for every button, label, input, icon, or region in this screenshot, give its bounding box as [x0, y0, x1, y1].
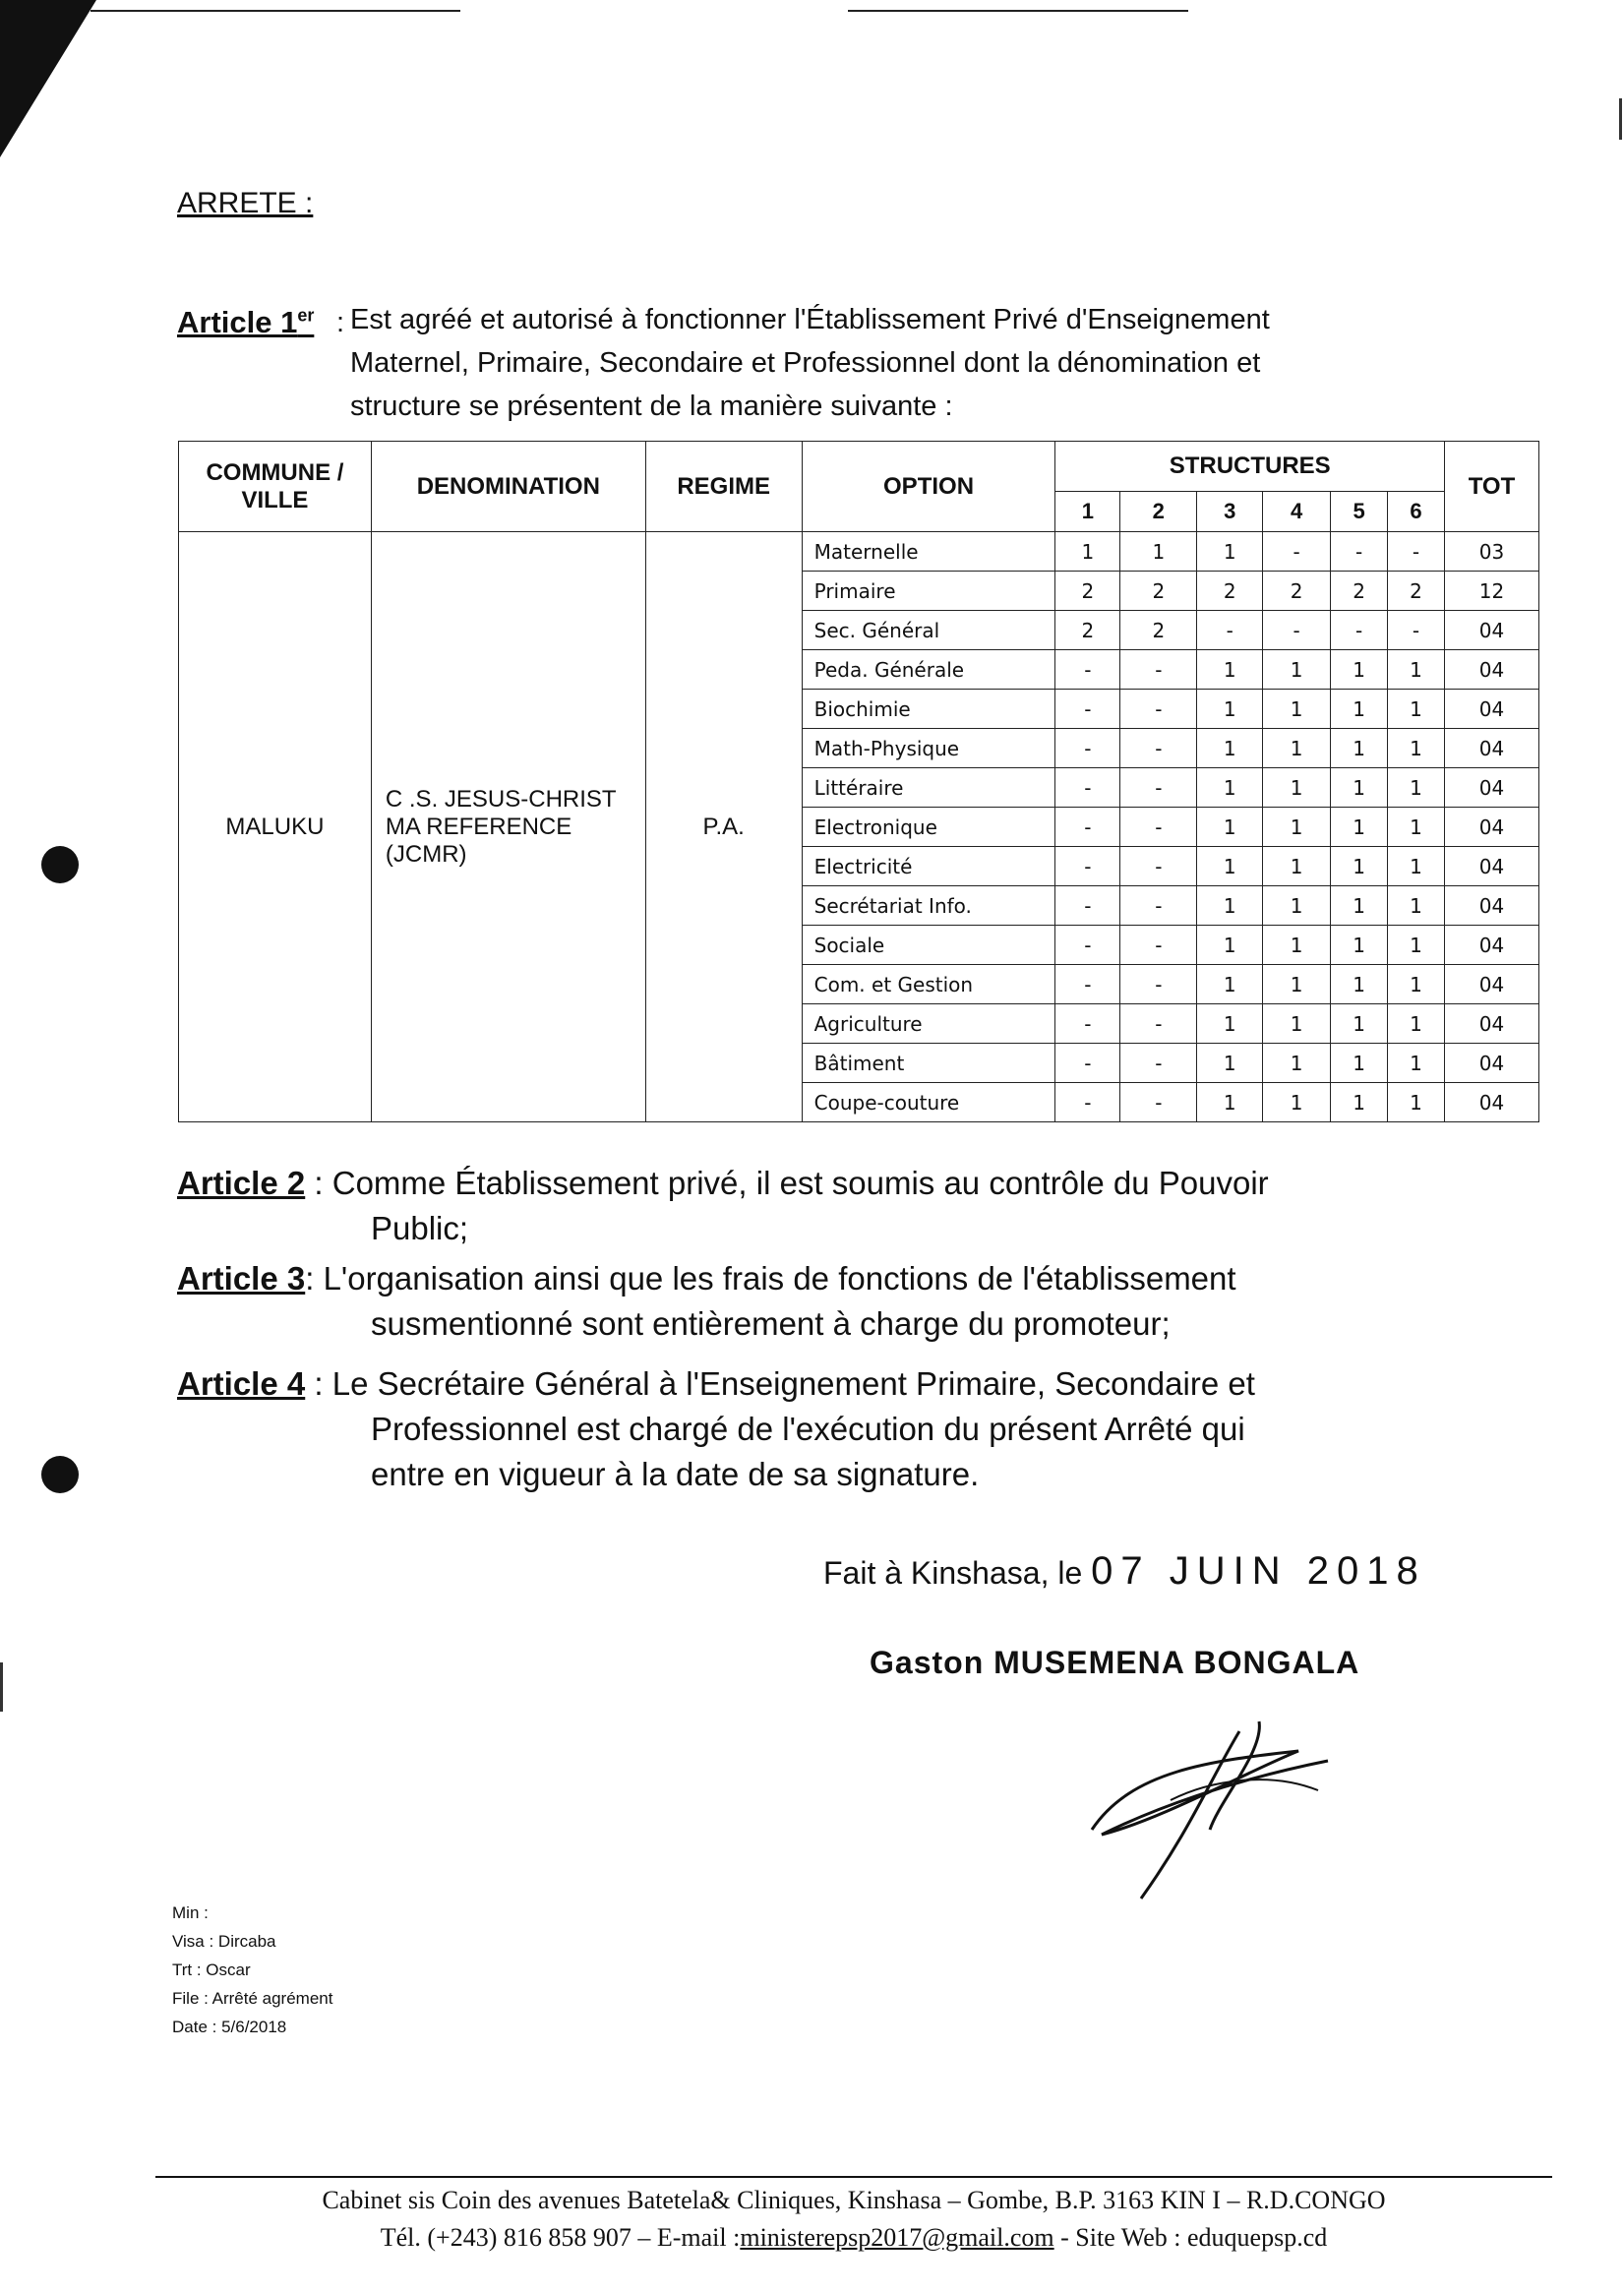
level-cell: - — [1331, 611, 1388, 650]
level-cell: 1 — [1331, 1044, 1388, 1083]
level-cell: - — [1055, 1083, 1120, 1122]
option-cell: Primaire — [802, 572, 1055, 611]
level-cell: 1 — [1120, 532, 1197, 572]
footer-rule — [155, 2176, 1552, 2178]
level-cell: - — [1120, 965, 1197, 1004]
handwritten-signature — [1072, 1712, 1397, 1908]
option-cell: Secrétariat Info. — [802, 886, 1055, 926]
commune-cell: MALUKU — [179, 532, 372, 1122]
level-cell: 1 — [1197, 847, 1263, 886]
article-line: entre en vigueur à la date de sa signature. — [371, 1456, 980, 1492]
level-cell: - — [1055, 926, 1120, 965]
article-line: L'organisation ainsi que les frais de fonctions de l'établissement — [323, 1260, 1236, 1297]
level-cell: 2 — [1055, 572, 1120, 611]
level-cell: - — [1197, 611, 1263, 650]
total-cell: 04 — [1444, 847, 1538, 886]
article-line: Comme Établissement privé, il est soumis au contrôle du Pouvoir — [331, 1165, 1269, 1201]
place-and-date: Fait à Kinshasa, le 07 JUIN 2018 — [823, 1549, 1426, 1593]
article-3-label: Article 3 — [177, 1260, 306, 1297]
level-cell: - — [1055, 886, 1120, 926]
level-cell: 1 — [1331, 886, 1388, 926]
footer-address: Cabinet sis Coin des avenues Batetela& Cliniques, Kinshasa – Gombe, B.P. 3163 KIN I – R.D.CONGO — [322, 2186, 1386, 2214]
level-cell: - — [1055, 729, 1120, 768]
total-cell: 03 — [1444, 532, 1538, 572]
article-line: Professionnel est chargé de l'exécution du présent Arrêté qui — [371, 1411, 1245, 1447]
file-metadata — [172, 1899, 332, 2041]
option-cell: Agriculture — [802, 1004, 1055, 1044]
binder-hole — [41, 1456, 79, 1493]
level-cell: 1 — [1197, 768, 1263, 808]
header-tot: TOT — [1444, 442, 1538, 532]
level-cell: 1 — [1331, 808, 1388, 847]
level-cell: 1 — [1197, 650, 1263, 690]
option-cell: Math-Physique — [802, 729, 1055, 768]
total-cell: 04 — [1444, 650, 1538, 690]
level-cell: - — [1388, 532, 1445, 572]
level-cell: 1 — [1388, 808, 1445, 847]
level-cell: 2 — [1197, 572, 1263, 611]
level-cell: 1 — [1388, 690, 1445, 729]
footer-contact: Tél. (+243) 816 858 907 – E-mail :ministerepsp2017@gmail.com - Site Web : eduquepsp.cd — [380, 2223, 1328, 2252]
level-cell: - — [1120, 768, 1197, 808]
header-level: 3 — [1197, 492, 1263, 532]
article-1-separator: : — [336, 307, 345, 338]
level-cell: - — [1120, 650, 1197, 690]
level-cell: - — [1055, 1044, 1120, 1083]
level-cell: - — [1055, 808, 1120, 847]
level-cell: 1 — [1331, 690, 1388, 729]
level-cell: - — [1263, 611, 1331, 650]
level-cell: 1 — [1331, 1004, 1388, 1044]
level-cell: 1 — [1388, 926, 1445, 965]
scan-edge-mark — [1619, 98, 1622, 140]
level-cell: 2 — [1263, 572, 1331, 611]
level-cell: 1 — [1331, 847, 1388, 886]
level-cell: 1 — [1388, 1083, 1445, 1122]
level-cell: 1 — [1263, 847, 1331, 886]
total-cell: 04 — [1444, 1044, 1538, 1083]
denomination-line: MA REFERENCE — [385, 813, 572, 840]
level-cell: - — [1055, 847, 1120, 886]
header-level: 1 — [1055, 492, 1120, 532]
level-cell: - — [1120, 886, 1197, 926]
article-line: Est agréé et autorisé à fonctionner l'Établissement Privé d'Enseignement — [350, 304, 1270, 335]
level-cell: 2 — [1120, 572, 1197, 611]
header-level: 2 — [1120, 492, 1197, 532]
level-cell: - — [1120, 1004, 1197, 1044]
header-option: OPTION — [802, 442, 1055, 532]
level-cell: 1 — [1388, 965, 1445, 1004]
level-cell: 1 — [1197, 690, 1263, 729]
option-cell: Bâtiment — [802, 1044, 1055, 1083]
article-2-label: Article 2 — [177, 1165, 306, 1201]
level-cell: 1 — [1388, 886, 1445, 926]
option-cell: Coupe-couture — [802, 1083, 1055, 1122]
article-line: Public; — [371, 1210, 469, 1246]
level-cell: 1 — [1263, 965, 1331, 1004]
total-cell: 04 — [1444, 768, 1538, 808]
header-level: 4 — [1263, 492, 1331, 532]
level-cell: 1 — [1388, 1044, 1445, 1083]
article-line: structure se présentent de la manière suivante : — [350, 391, 953, 422]
level-cell: 1 — [1197, 1004, 1263, 1044]
total-cell: 04 — [1444, 729, 1538, 768]
stamped-date: 07 JUIN 2018 — [1091, 1549, 1426, 1593]
header-level: 5 — [1331, 492, 1388, 532]
level-cell: - — [1331, 532, 1388, 572]
level-cell: 2 — [1055, 611, 1120, 650]
scan-top-line — [848, 10, 1188, 12]
total-cell: 04 — [1444, 1004, 1538, 1044]
level-cell: 1 — [1263, 1044, 1331, 1083]
header-level: 6 — [1388, 492, 1445, 532]
level-cell: 1 — [1197, 808, 1263, 847]
level-cell: 1 — [1388, 729, 1445, 768]
header-regime: REGIME — [645, 442, 802, 532]
total-cell: 04 — [1444, 965, 1538, 1004]
meta-line: Trt : Oscar — [172, 1960, 251, 1979]
level-cell: 2 — [1388, 572, 1445, 611]
header-commune: COMMUNE / VILLE — [179, 442, 372, 532]
level-cell: 1 — [1197, 1083, 1263, 1122]
level-cell: 2 — [1331, 572, 1388, 611]
decree-heading: ARRETE : — [177, 187, 314, 219]
level-cell: 1 — [1263, 650, 1331, 690]
level-cell: 1 — [1263, 886, 1331, 926]
level-cell: 1 — [1197, 965, 1263, 1004]
article-line: Le Secrétaire Général à l'Enseignement Primaire, Secondaire et — [331, 1365, 1255, 1402]
total-cell: 04 — [1444, 886, 1538, 926]
article-4: Article 4 : Le Secrétaire Général à l'Enseignement Primaire, Secondaire et Professionnel est chargé de l'exécution du présent Arrêté qui entre en vigueur à la date de sa signature. — [177, 1365, 1255, 1492]
level-cell: - — [1263, 532, 1331, 572]
total-cell: 04 — [1444, 926, 1538, 965]
level-cell: 1 — [1331, 965, 1388, 1004]
option-cell: Com. et Gestion — [802, 965, 1055, 1004]
level-cell: 1 — [1197, 1044, 1263, 1083]
level-cell: - — [1120, 1044, 1197, 1083]
meta-line: File : Arrêté agrément — [172, 1989, 333, 2008]
level-cell: - — [1055, 965, 1120, 1004]
level-cell: 1 — [1197, 886, 1263, 926]
article-line: susmentionné sont entièrement à charge du promoteur; — [371, 1305, 1171, 1342]
level-cell: 1 — [1388, 768, 1445, 808]
total-cell: 12 — [1444, 572, 1538, 611]
article-4-label: Article 4 — [177, 1365, 306, 1402]
article-2: Article 2 : Comme Établissement privé, il est soumis au contrôle du Pouvoir Public; — [177, 1165, 1269, 1246]
meta-line: Min : — [172, 1903, 209, 1922]
level-cell: 1 — [1263, 1004, 1331, 1044]
total-cell: 04 — [1444, 611, 1538, 650]
level-cell: - — [1055, 650, 1120, 690]
total-cell: 04 — [1444, 690, 1538, 729]
header-denomination: DENOMINATION — [371, 442, 645, 532]
level-cell: 1 — [1197, 532, 1263, 572]
level-cell: 1 — [1263, 768, 1331, 808]
level-cell: 1 — [1388, 1004, 1445, 1044]
scan-corner-shadow — [0, 0, 98, 157]
level-cell: 1 — [1331, 650, 1388, 690]
meta-line: Date : 5/6/2018 — [172, 2018, 287, 2036]
email-link[interactable]: ministerepsp2017@gmail.com — [740, 2223, 1054, 2252]
level-cell: 2 — [1120, 611, 1197, 650]
meta-line: Visa : Dircaba — [172, 1932, 276, 1951]
level-cell: - — [1120, 1083, 1197, 1122]
denomination-cell — [371, 532, 645, 1122]
option-cell: Electronique — [802, 808, 1055, 847]
level-cell: 1 — [1055, 532, 1120, 572]
option-cell: Biochimie — [802, 690, 1055, 729]
level-cell: - — [1120, 847, 1197, 886]
total-cell: 04 — [1444, 1083, 1538, 1122]
level-cell: 1 — [1331, 768, 1388, 808]
binder-hole — [41, 846, 79, 883]
total-cell: 04 — [1444, 808, 1538, 847]
article-1-label: Article 1er — [177, 305, 315, 339]
regime-cell: P.A. — [645, 532, 802, 1122]
option-cell: Sec. Général — [802, 611, 1055, 650]
level-cell: 1 — [1388, 847, 1445, 886]
level-cell: 1 — [1388, 650, 1445, 690]
article-line: Maternel, Primaire, Secondaire et Professionnel dont la dénomination et — [350, 347, 1261, 379]
level-cell: - — [1120, 926, 1197, 965]
option-cell: Electricité — [802, 847, 1055, 886]
level-cell: 1 — [1263, 808, 1331, 847]
level-cell: - — [1388, 611, 1445, 650]
level-cell: - — [1120, 729, 1197, 768]
level-cell: 1 — [1263, 1083, 1331, 1122]
level-cell: 1 — [1331, 729, 1388, 768]
footer — [155, 2182, 1552, 2257]
level-cell: - — [1055, 690, 1120, 729]
denomination-line: (JCMR) — [385, 840, 467, 868]
article-3: Article 3: L'organisation ainsi que les frais de fonctions de l'établissement susmentionné sont entièrement à charge du promoteur; — [177, 1260, 1236, 1342]
level-cell: 1 — [1197, 729, 1263, 768]
level-cell: 1 — [1197, 926, 1263, 965]
article-1-text — [350, 298, 1422, 428]
option-cell: Maternelle — [802, 532, 1055, 572]
level-cell: - — [1120, 690, 1197, 729]
table-row — [179, 532, 1539, 572]
denomination-line: C .S. JESUS-CHRIST — [385, 785, 617, 813]
structure-table — [178, 441, 1539, 1122]
option-cell: Littéraire — [802, 768, 1055, 808]
header-structures: STRUCTURES — [1055, 442, 1445, 492]
signer-name: Gaston MUSEMENA BONGALA — [870, 1645, 1360, 1680]
level-cell: 1 — [1331, 926, 1388, 965]
level-cell: - — [1055, 1004, 1120, 1044]
level-cell: - — [1055, 768, 1120, 808]
level-cell: 1 — [1331, 1083, 1388, 1122]
level-cell: 1 — [1263, 690, 1331, 729]
option-cell: Sociale — [802, 926, 1055, 965]
level-cell: 1 — [1263, 926, 1331, 965]
scan-edge-mark — [0, 1662, 3, 1712]
scan-top-line — [90, 10, 460, 12]
level-cell: 1 — [1263, 729, 1331, 768]
option-cell: Peda. Générale — [802, 650, 1055, 690]
level-cell: - — [1120, 808, 1197, 847]
